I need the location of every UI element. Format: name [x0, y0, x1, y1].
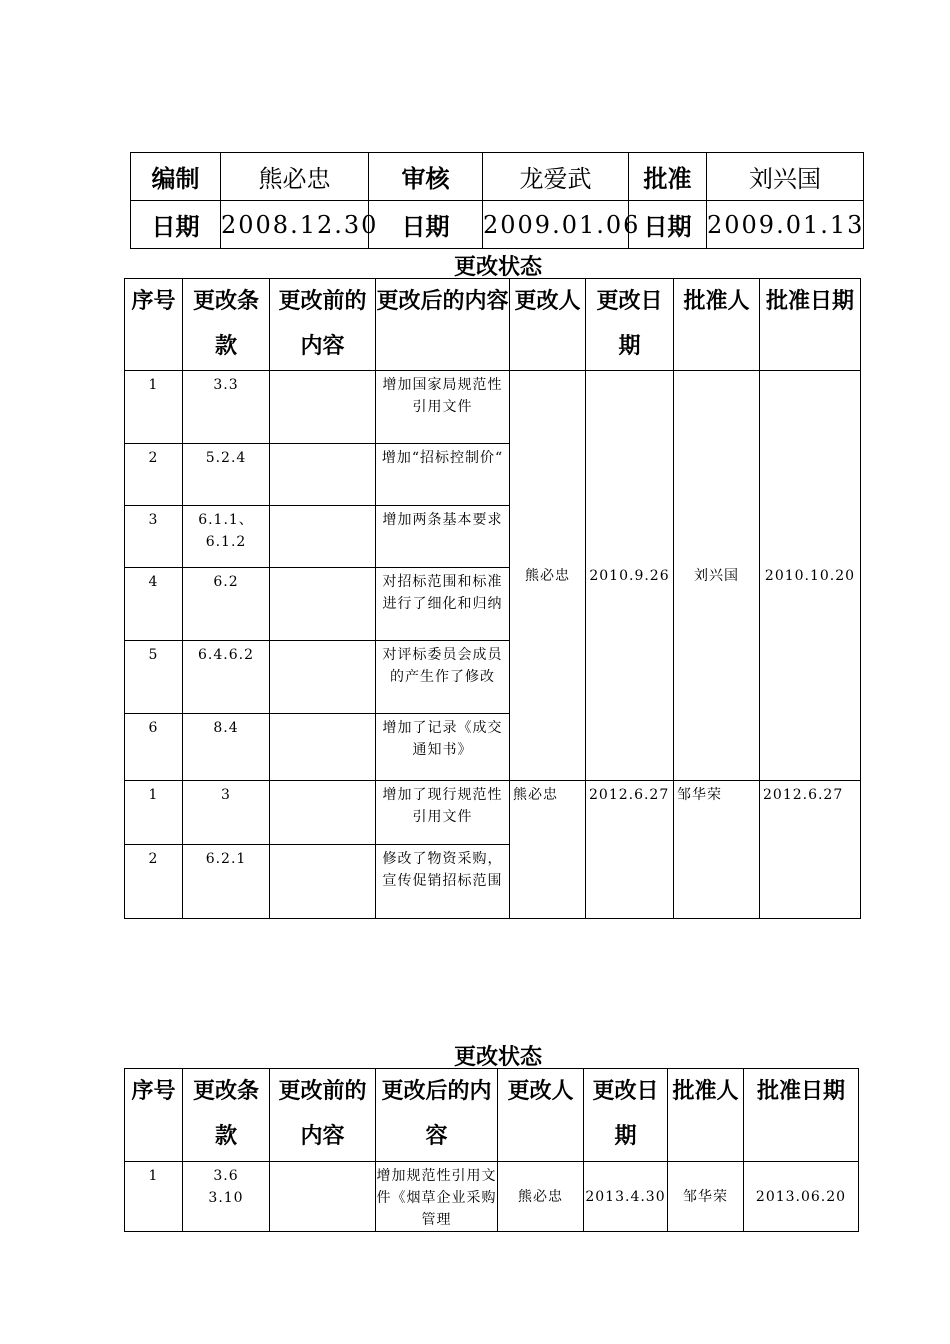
section-title: 更改状态: [453, 254, 542, 280]
header-change-date: 更改日期: [586, 279, 674, 371]
approve-date: 2009.01.13: [707, 201, 864, 249]
label-date: 日期: [629, 201, 707, 249]
row-clause: 3: [183, 781, 270, 845]
header-clause: 更改条款: [183, 279, 270, 371]
row-no: 6: [125, 714, 183, 781]
header-no: 序号: [125, 1069, 183, 1162]
label-compiled: 编制: [131, 153, 221, 201]
row-after: 增加了记录《成交通知书》: [376, 714, 510, 781]
group1-approver: 刘兴国: [674, 371, 760, 781]
review-date: 2009.01.06: [483, 201, 629, 249]
header-approve-date: 批准日期: [760, 279, 861, 371]
header-changer: 更改人: [510, 279, 586, 371]
row-no: 2: [125, 845, 183, 919]
row-approve-date: 2013.06.20: [744, 1162, 859, 1232]
header-change-date: 更改日期: [584, 1069, 668, 1162]
row-before: [270, 444, 376, 506]
approval-table: [130, 152, 864, 249]
header-changer: 更改人: [498, 1069, 584, 1162]
group1-approve-date: 2010.10.20: [760, 371, 861, 781]
header-row: [125, 1069, 859, 1162]
row-no: 5: [125, 641, 183, 714]
label-date: 日期: [131, 201, 221, 249]
header-no: 序号: [125, 279, 183, 371]
row-no: 1: [125, 781, 183, 845]
row-after: 增加两条基本要求: [376, 506, 510, 568]
row-clause: 6.2: [183, 568, 270, 641]
row-clause: 5.2.4: [183, 444, 270, 506]
table-row: [125, 1162, 859, 1232]
header-approver: 批准人: [674, 279, 760, 371]
row-after: 修改了物资采购，宣传促销招标范围: [376, 845, 510, 919]
row-clause: 6.1.1、6.1.2: [183, 506, 270, 568]
label-date: 日期: [369, 201, 483, 249]
header-before: 更改前的内容: [270, 279, 376, 371]
row-no: 1: [125, 371, 183, 444]
row-no: 3: [125, 506, 183, 568]
header-after: 更改后的内容: [376, 279, 510, 371]
change-table-1: [124, 278, 861, 919]
row-approver: 邹华荣: [668, 1162, 744, 1232]
row-before: [270, 845, 376, 919]
row-clause: 3.3: [183, 371, 270, 444]
group2-date: 2012.6.27: [586, 781, 674, 919]
reviewer-name: 龙爱武: [483, 153, 629, 201]
row-clause: 6.2.1: [183, 845, 270, 919]
row-clause: 3.6 3.10: [183, 1162, 270, 1232]
row-no: 2: [125, 444, 183, 506]
row-before: [270, 714, 376, 781]
row-after: 增加“招标控制价“: [376, 444, 510, 506]
row-no: 1: [125, 1162, 183, 1232]
table-row: [125, 781, 861, 845]
group1-date: 2010.9.26: [586, 371, 674, 781]
approval-row-dates: [131, 201, 864, 249]
approver-name: 刘兴国: [707, 153, 864, 201]
row-clause: 8.4: [183, 714, 270, 781]
row-after: 增加国家局规范性引用文件: [376, 371, 510, 444]
row-before: [270, 781, 376, 845]
row-after: 对评标委员会成员的产生作了修改: [376, 641, 510, 714]
header-after: 更改后的内容: [376, 1069, 498, 1162]
table-row: [125, 371, 861, 444]
group1-changer: 熊必忠: [510, 371, 586, 781]
header-clause: 更改条款: [183, 1069, 270, 1162]
compile-date: 2008.12.30: [221, 201, 369, 249]
compiler-name: 熊必忠: [221, 153, 369, 201]
row-before: [270, 568, 376, 641]
header-row: [125, 279, 861, 371]
row-before: [270, 371, 376, 444]
row-changer: 熊必忠: [498, 1162, 584, 1232]
row-after: 对招标范围和标准进行了细化和归纳: [376, 568, 510, 641]
approval-row-names: [131, 153, 864, 201]
header-approver: 批准人: [668, 1069, 744, 1162]
group2-approver: 邹华荣: [674, 781, 760, 919]
header-before: 更改前的内容: [270, 1069, 376, 1162]
row-no: 4: [125, 568, 183, 641]
row-before: [270, 641, 376, 714]
row-change-date: 2013.4.30: [584, 1162, 668, 1232]
label-reviewed: 审核: [369, 153, 483, 201]
row-before: [270, 506, 376, 568]
label-approved: 批准: [629, 153, 707, 201]
header-approve-date: 批准日期: [744, 1069, 859, 1162]
row-after: 增加规范性引用文件《烟草企业采购管理: [376, 1162, 498, 1232]
section-title: 更改状态: [453, 1044, 542, 1070]
group2-changer: 熊必忠: [510, 781, 586, 919]
change-table-2: [124, 1068, 859, 1232]
row-clause: 6.4.6.2: [183, 641, 270, 714]
group2-approve-date: 2012.6.27: [760, 781, 861, 919]
row-after: 增加了现行规范性引用文件: [376, 781, 510, 845]
row-before: [270, 1162, 376, 1232]
